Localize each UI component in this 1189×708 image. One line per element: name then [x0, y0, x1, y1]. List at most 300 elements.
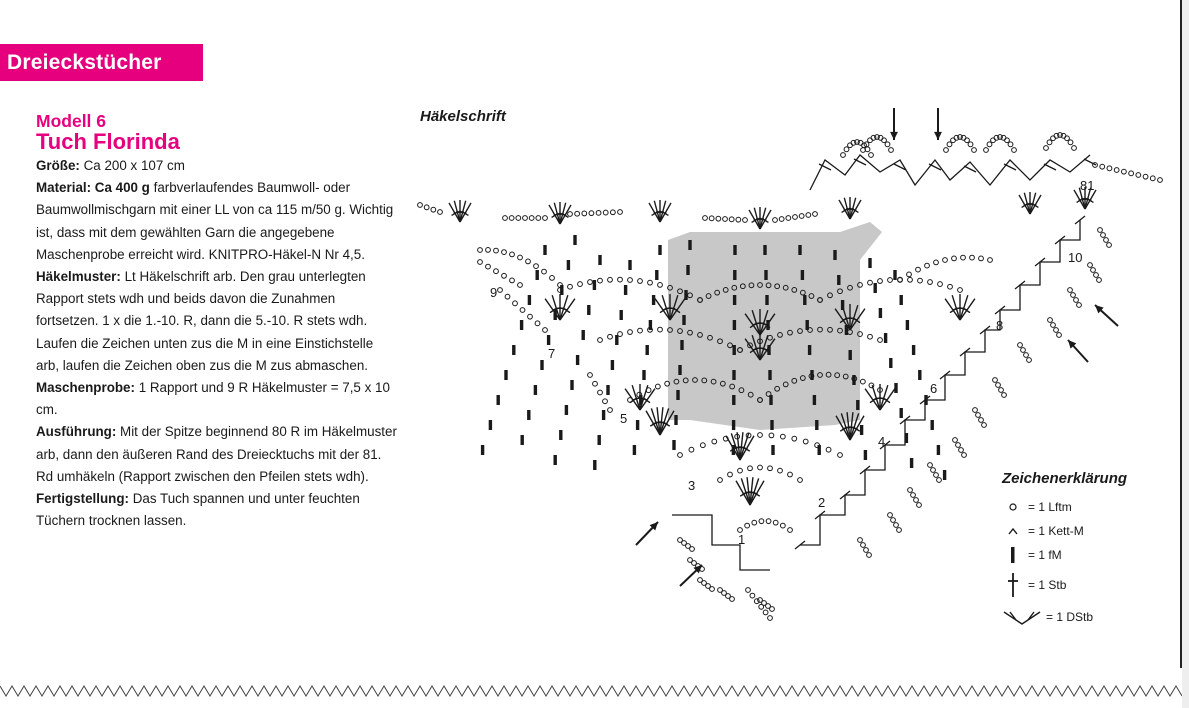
finishing-text: Das Tuch spannen und unter feuchten Tüchern trocknen lassen. — [36, 491, 360, 529]
chain-stitch — [582, 211, 587, 216]
chain-stitch — [1048, 318, 1053, 323]
slip-stitch-icon — [1002, 527, 1024, 535]
chain-stitch — [868, 280, 873, 285]
chain-stitch — [908, 277, 913, 282]
single-crochet-stitch — [764, 270, 767, 280]
single-crochet-stitch — [497, 395, 500, 405]
single-crochet-stitch — [798, 245, 801, 255]
chain-stitch — [878, 338, 883, 343]
chain-stitch — [925, 263, 930, 268]
chain-stitch — [743, 218, 748, 223]
single-crochet-stitch — [893, 270, 896, 280]
single-crochet-stitch — [801, 270, 804, 280]
chain-stitch — [1077, 303, 1082, 308]
border-bar — [854, 159, 866, 165]
legend-item-treble-crochet — [1002, 603, 1172, 631]
chain-stitch — [618, 277, 623, 282]
legend — [1002, 470, 1172, 631]
single-crochet-stitch — [567, 260, 570, 270]
chain-stitch — [526, 259, 531, 264]
chain-stitch — [438, 210, 443, 215]
chain-stitch — [596, 210, 601, 215]
chain-stitch — [588, 280, 593, 285]
chain-stitch — [1018, 343, 1023, 348]
chain-stitch — [996, 383, 1001, 388]
chain-stitch — [502, 250, 507, 255]
single-crochet-stitch — [682, 315, 685, 325]
single-crochet-stitch — [808, 345, 811, 355]
single-crochet-stitch — [879, 308, 882, 318]
chain-stitch — [648, 280, 653, 285]
chain-stitch — [1044, 146, 1049, 151]
chain-stitch — [598, 390, 603, 395]
chain-stitch — [861, 148, 866, 153]
single-crochet-stitch — [481, 445, 484, 455]
chain-stitch — [844, 147, 849, 152]
chain-stitch — [798, 478, 803, 483]
chain-stitch — [948, 284, 953, 289]
chain-stitch — [575, 211, 580, 216]
single-crochet-stitch — [672, 440, 675, 450]
single-crochet-stitch — [868, 258, 871, 268]
chain-stitch — [1098, 228, 1103, 233]
chain-stitch — [803, 439, 808, 444]
double-crochet-stitch — [545, 299, 560, 320]
chain-stitch — [655, 384, 660, 389]
chain-stitch — [520, 308, 525, 313]
chain-stitch — [494, 248, 499, 253]
finishing-label: Fertigstellung: — [36, 491, 129, 507]
chain-stitch — [608, 277, 613, 282]
single-crochet-stitch — [527, 410, 530, 420]
stitch-pattern-label: Häkelmuster: — [36, 269, 121, 285]
chain-stitch — [979, 418, 984, 423]
chain-stitch — [758, 433, 763, 438]
chain-stitch — [716, 216, 721, 221]
row-number: 4 — [878, 434, 886, 449]
chain-stitch — [956, 443, 961, 448]
single-crochet-stitch — [894, 383, 897, 393]
chain-stitch — [959, 448, 964, 453]
chain-stitch — [603, 210, 608, 215]
chain-stitch — [793, 215, 798, 220]
chain-stitch — [678, 453, 683, 458]
double-crochet-bar — [630, 398, 637, 403]
chain-stitch — [1129, 171, 1134, 176]
chain-stitch — [478, 248, 483, 253]
chain-stitch — [858, 538, 863, 543]
chain-stitch — [1150, 176, 1155, 181]
chain-stitch — [1088, 263, 1093, 268]
single-crochet-stitch — [543, 245, 546, 255]
single-crochet-stitch — [678, 365, 681, 375]
chain-stitch — [690, 547, 695, 552]
single-crochet-stitch — [770, 420, 773, 430]
chain-stitch — [1094, 273, 1099, 278]
chain-stitch — [578, 282, 583, 287]
single-crochet-stitch — [587, 305, 590, 315]
chain-stitch — [1057, 333, 1062, 338]
single-crochet-stitch — [554, 455, 557, 465]
legend-item-slip-stitch — [1002, 519, 1172, 543]
chain-stitch — [861, 543, 866, 548]
chain-stitch — [979, 256, 984, 261]
chain-stitch — [968, 142, 973, 147]
single-crochet-stitch — [636, 420, 639, 430]
chain-stitch — [598, 338, 603, 343]
double-crochet-bar — [950, 308, 957, 313]
chain-stitch — [628, 278, 633, 283]
single-crochet-stitch — [628, 260, 631, 270]
single-crochet-stitch — [646, 345, 649, 355]
single-crochet-stitch — [733, 270, 736, 280]
chain-stitch — [1104, 238, 1109, 243]
chain-stitch — [518, 255, 523, 260]
border-zigzag — [810, 155, 1090, 190]
single-crochet-stitch — [860, 425, 863, 435]
single-crochet-stitch — [889, 358, 892, 368]
row-number: 10 — [1068, 250, 1083, 265]
single-crochet-stitch — [652, 295, 655, 305]
chain-stitch — [1002, 393, 1007, 398]
chain-stitch — [826, 447, 831, 452]
double-crochet-stitch — [865, 389, 880, 410]
chain-stitch — [729, 217, 734, 222]
single-crochet-stitch — [849, 350, 852, 360]
chain-stitch — [972, 148, 977, 153]
chain-stitch — [780, 523, 785, 528]
single-crochet-icon — [1002, 546, 1024, 564]
chain-stitch — [589, 211, 594, 216]
chain-stitch — [931, 468, 936, 473]
chain-stitch — [1068, 140, 1073, 145]
single-crochet-stitch — [570, 380, 573, 390]
chain-stitch — [788, 528, 793, 533]
chain-stitch — [730, 597, 735, 602]
chain-stitch — [1072, 146, 1077, 151]
chain-stitch — [700, 443, 705, 448]
chain-stitch — [618, 210, 623, 215]
single-crochet-stitch — [598, 435, 601, 445]
single-crochet-stitch — [906, 320, 909, 330]
chain-stitch — [738, 468, 743, 473]
chain-stitch — [1100, 164, 1105, 169]
section-tag: Dreieckstücher — [0, 44, 203, 81]
gauge-text: 1 Rapport und 9 R Häkelmuster = 7,5 x 10 cm. — [36, 380, 390, 418]
single-crochet-stitch — [593, 460, 596, 470]
chain-stitch — [736, 217, 741, 222]
chain-stitch — [568, 284, 573, 289]
chain-stitch — [773, 520, 778, 525]
single-crochet-stitch — [611, 360, 614, 370]
chain-stitch — [513, 301, 518, 306]
chain-stitch — [628, 330, 633, 335]
chain-stitch — [864, 548, 869, 553]
chain-stitch — [1097, 278, 1102, 283]
chain-stitch — [918, 278, 923, 283]
chain-stitch — [703, 216, 708, 221]
chain-stitch — [806, 213, 811, 218]
chain-circle-icon — [1002, 502, 1024, 512]
treble-crochet-icon — [1002, 606, 1042, 628]
chain-stitch — [510, 252, 515, 257]
chain-stitch — [759, 519, 764, 524]
legend-title: Zeichenerklärung — [1002, 470, 1128, 487]
chain-stitch — [712, 439, 717, 444]
double-crochet-icon — [1002, 572, 1024, 598]
chain-stitch — [868, 334, 873, 339]
chain-stitch — [779, 217, 784, 222]
single-crochet-stitch — [733, 320, 736, 330]
chain-stitch — [505, 294, 510, 299]
single-crochet-stitch — [937, 445, 940, 455]
single-crochet-stitch — [536, 270, 539, 280]
chain-stitch — [689, 447, 694, 452]
chain-stitch — [885, 142, 890, 147]
chain-stitch — [728, 472, 733, 477]
single-crochet-stitch — [620, 310, 623, 320]
single-crochet-stitch — [732, 420, 735, 430]
chain-stitch — [658, 327, 663, 332]
chain-stitch — [535, 321, 540, 326]
single-crochet-stitch — [593, 280, 596, 290]
single-crochet-stitch — [655, 270, 658, 280]
chain-stitch — [516, 216, 521, 221]
chain-stitch — [917, 503, 922, 508]
size-label: Größe: — [36, 158, 80, 173]
row-number: 2 — [818, 495, 826, 510]
single-crochet-stitch — [582, 330, 585, 340]
chain-stitch — [658, 282, 663, 287]
chain-stitch — [841, 153, 846, 158]
row-number: 1 — [738, 532, 746, 547]
single-crochet-stitch — [504, 370, 507, 380]
chain-stitch — [536, 216, 541, 221]
chain-stitch — [768, 616, 773, 621]
chain-stitch — [786, 216, 791, 221]
chain-stitch — [987, 142, 992, 147]
chain-stitch — [908, 488, 913, 493]
chain-stitch — [529, 216, 534, 221]
chain-stitch — [543, 328, 548, 333]
single-crochet-stitch — [733, 345, 736, 355]
chain-stitch — [867, 553, 872, 558]
chain-stitch — [723, 217, 728, 222]
chain-stitch — [952, 256, 957, 261]
single-crochet-stitch — [540, 360, 543, 370]
single-crochet-stitch — [856, 400, 859, 410]
single-crochet-stitch — [598, 255, 601, 265]
single-crochet-stitch — [512, 345, 515, 355]
double-crochet-stitch — [945, 299, 960, 320]
model-title: Tuch Florinda — [36, 129, 180, 154]
single-crochet-stitch — [765, 295, 768, 305]
single-crochet-stitch — [815, 420, 818, 430]
chain-stitch — [1005, 138, 1010, 143]
chain-stitch — [891, 518, 896, 523]
single-crochet-stitch — [943, 470, 946, 480]
single-crochet-stitch — [884, 333, 887, 343]
chain-stitch — [780, 434, 785, 439]
chain-stitch — [778, 468, 783, 473]
chain-stitch — [486, 264, 491, 269]
chain-stitch — [502, 273, 507, 278]
material-label: Material: Ca 400 g — [36, 180, 150, 196]
chain-stitch — [610, 210, 615, 215]
chain-stitch — [1051, 323, 1056, 328]
border-bar — [1044, 164, 1056, 170]
chain-stitch — [953, 438, 958, 443]
single-crochet-stitch — [642, 370, 645, 380]
row-number: 3 — [688, 478, 696, 493]
chain-stitch — [746, 588, 751, 593]
single-crochet-stitch — [688, 240, 691, 250]
legend-label-double-crochet: = 1 Stb — [1028, 578, 1067, 592]
chain-stitch — [518, 283, 523, 288]
single-crochet-stitch — [803, 295, 806, 305]
row-number: 9 — [490, 285, 498, 300]
chain-stitch — [907, 272, 912, 277]
chain-stitch — [947, 142, 952, 147]
chain-stitch — [509, 216, 514, 221]
row-number: 6 — [930, 381, 938, 396]
chain-stitch — [603, 399, 608, 404]
single-crochet-stitch — [918, 370, 921, 380]
single-crochet-stitch — [489, 420, 492, 430]
chain-stitch — [1143, 174, 1148, 179]
single-crochet-stitch — [559, 430, 562, 440]
chain-stitch — [568, 212, 573, 217]
chain-stitch — [588, 373, 593, 378]
chain-stitch — [813, 212, 818, 217]
chain-stitch — [431, 207, 436, 212]
chain-stitch — [1136, 173, 1141, 178]
chain-stitch — [768, 466, 773, 471]
chain-stitch — [1027, 358, 1032, 363]
chain-stitch — [770, 607, 775, 612]
chain-stitch — [418, 203, 423, 208]
chain-stitch — [911, 493, 916, 498]
chain-stitch — [860, 379, 865, 384]
chain-stitch — [759, 604, 764, 609]
row-number: 5 — [620, 411, 628, 426]
chain-stitch — [494, 269, 499, 274]
chain-stitch — [988, 258, 993, 263]
single-crochet-stitch — [912, 345, 915, 355]
chain-stitch — [788, 472, 793, 477]
single-crochet-stitch — [565, 405, 568, 415]
chain-stitch — [773, 218, 778, 223]
chain-stitch — [937, 478, 942, 483]
chain-stitch — [984, 148, 989, 153]
chain-stitch — [498, 288, 503, 293]
chain-stitch — [958, 288, 963, 293]
repeat-arrowhead — [890, 132, 898, 140]
chain-stitch — [888, 513, 893, 518]
chain-stitch — [503, 216, 508, 221]
chain-stitch — [523, 216, 528, 221]
chain-stitch — [1008, 142, 1013, 147]
chain-stitch — [993, 378, 998, 383]
chain-stitch — [938, 282, 943, 287]
chain-stitch — [944, 148, 949, 153]
chain-stitch — [869, 153, 874, 158]
chain-stitch — [543, 216, 548, 221]
chain-stitch — [882, 138, 887, 143]
chain-stitch — [478, 260, 483, 265]
double-crochet-bar — [870, 398, 877, 403]
chain-stitch — [748, 466, 753, 471]
chain-stitch — [1054, 328, 1059, 333]
single-crochet-stitch — [573, 235, 576, 245]
legend-label-chain: = 1 Lftm — [1028, 500, 1072, 514]
chain-stitch — [970, 255, 975, 260]
chain-stitch — [752, 520, 757, 525]
single-crochet-stitch — [680, 340, 683, 350]
chain-stitch — [745, 523, 750, 528]
chain-stitch — [1024, 353, 1029, 358]
single-crochet-stitch — [615, 335, 618, 345]
chain-stitch — [916, 267, 921, 272]
chain-stitch — [486, 248, 491, 253]
row-number: 7 — [548, 346, 556, 361]
diagram-title: Häkelschrift — [420, 108, 506, 125]
single-crochet-stitch — [768, 370, 771, 380]
chain-stitch — [1068, 288, 1073, 293]
chain-stitch — [928, 280, 933, 285]
single-crochet-stitch — [910, 458, 913, 468]
chain-stitch — [943, 258, 948, 263]
chain-stitch — [758, 465, 763, 470]
chain-stitch — [766, 519, 771, 524]
chain-stitch — [894, 523, 899, 528]
row-number: 81 — [1080, 178, 1095, 193]
chain-stitch — [510, 278, 515, 283]
row-number: 8 — [996, 318, 1004, 333]
single-crochet-stitch — [521, 435, 524, 445]
single-crochet-stitch — [733, 245, 736, 255]
single-crochet-stitch — [864, 450, 867, 460]
legend-item-double-crochet — [1002, 567, 1172, 603]
legend-label-treble-crochet: = 1 DStb — [1046, 610, 1094, 624]
single-crochet-stitch — [606, 385, 609, 395]
chain-stitch — [1114, 168, 1119, 173]
chain-stitch — [1071, 293, 1076, 298]
chain-stitch — [889, 148, 894, 153]
chain-stitch — [598, 278, 603, 283]
chain-stitch — [638, 328, 643, 333]
chain-stitch — [1021, 348, 1026, 353]
chain-stitch — [1074, 298, 1079, 303]
single-crochet-stitch — [624, 285, 627, 295]
single-crochet-stitch — [837, 275, 840, 285]
chain-stitch — [1047, 140, 1052, 145]
chain-stitch — [878, 279, 883, 284]
chain-stitch — [1091, 268, 1096, 273]
chain-stitch — [709, 216, 714, 221]
single-crochet-stitch — [732, 370, 735, 380]
size-text: Ca 200 x 107 cm — [79, 158, 185, 173]
single-crochet-stitch — [931, 420, 934, 430]
chain-stitch — [608, 408, 613, 413]
chain-stitch — [888, 278, 893, 283]
chain-stitch — [1107, 243, 1112, 248]
chain-stitch — [973, 408, 978, 413]
bottom-zigzag-border — [0, 684, 1182, 698]
single-crochet-stitch — [732, 395, 735, 405]
chain-stitch — [982, 423, 987, 428]
model-number: Modell 6 — [36, 111, 107, 131]
